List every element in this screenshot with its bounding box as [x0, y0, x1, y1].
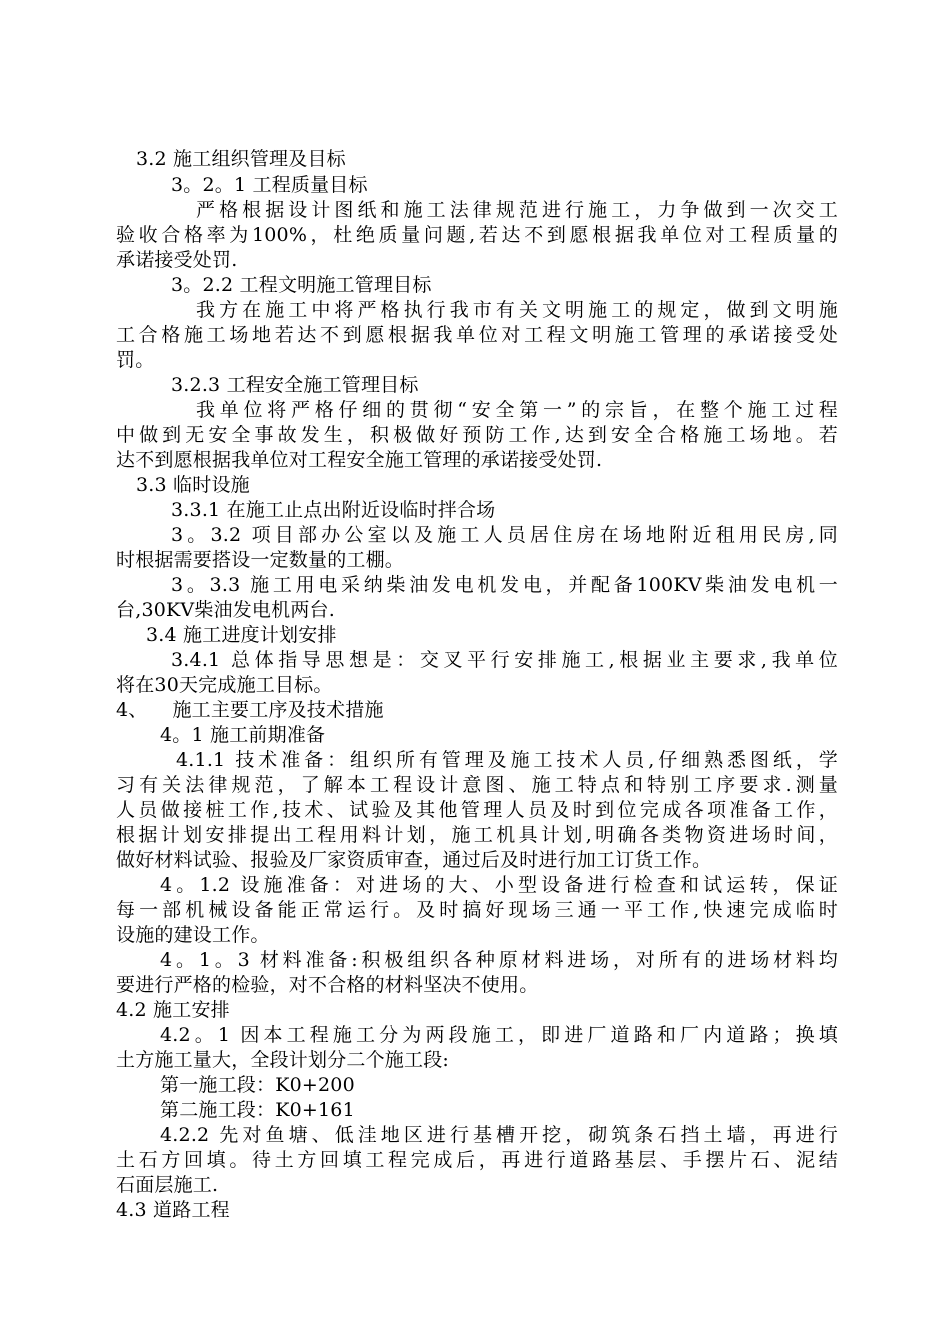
heading-4-1: 4。1 施工前期准备 — [160, 724, 326, 746]
paragraph-line: 承诺接受处罚. — [116, 249, 238, 271]
paragraph-line: 时根据需要搭设一定数量的工棚。 — [116, 549, 405, 571]
paragraph-line: 第二施工段：K0+161 — [160, 1099, 355, 1121]
paragraph-line: 4.1.1 技术准备：组织所有管理及施工技术人员,仔细熟悉图纸，学 — [176, 749, 838, 771]
paragraph-line: 习有关法律规范，了解本工程设计意图、施工特点和特别工序要求.测量 — [116, 774, 838, 796]
paragraph-line: 我单位将严格仔细的贯彻“安全第一”的宗旨，在整个施工过程 — [196, 399, 838, 421]
heading-3-3: 3.3 临时设施 — [136, 474, 250, 496]
paragraph-line: 3.4.1 总体指导思想是：交叉平行安排施工,根据业主要求,我单位 — [171, 649, 838, 671]
paragraph-line: 我方在施工中将严格执行我市有关文明施工的规定，做到文明施 — [196, 299, 838, 321]
paragraph-line: 4。1.2 设施准备：对进场的大、小型设备进行检查和试运转，保证 — [160, 874, 838, 896]
paragraph-line: 4。1。3 材料准备:积极组织各种原材料进场，对所有的进场材料均 — [160, 949, 838, 971]
heading-4: 4、 施工主要工序及技术措施 — [116, 699, 384, 721]
heading-4-3: 4.3 道路工程 — [116, 1199, 230, 1221]
paragraph-line: 4.2。1 因本工程施工分为两段施工，即进厂道路和厂内道路；换填 — [160, 1024, 838, 1046]
paragraph-line: 台,30KV柴油发电机两台. — [116, 599, 335, 621]
paragraph-line: 将在30天完成施工目标。 — [116, 674, 333, 696]
paragraph-line: 第一施工段：K0+200 — [160, 1074, 355, 1096]
paragraph-line: 做好材料试验、报验及厂家资质审查，通过后及时进行加工订货工作。 — [116, 849, 712, 871]
heading-3-2-3: 3.2.3 工程安全施工管理目标 — [171, 374, 419, 396]
heading-4-2: 4.2 施工安排 — [116, 999, 230, 1021]
paragraph-line: 罚。 — [116, 349, 155, 371]
paragraph-line: 每一部机械设备能正常运行。及时搞好现场三通一平工作,快速完成临时 — [116, 899, 838, 921]
paragraph-line: 4.2.2 先对鱼塘、低洼地区进行基槽开挖，砌筑条石挡土墙，再进行 — [160, 1124, 838, 1146]
paragraph-line: 3。3.3 施工用电采纳柴油发电机发电，并配备100KV柴油发电机一 — [171, 574, 838, 596]
paragraph-line: 工合格施工场地若达不到愿根据我单位对工程文明施工管理的承诺接受处 — [116, 324, 838, 346]
heading-3-2: 3.2 施工组织管理及目标 — [136, 148, 346, 170]
heading-3-2-1: 3。2。1 工程质量目标 — [171, 174, 368, 196]
paragraph-line: 验收合格率为100%，杜绝质量问题,若达不到愿根据我单位对工程质量的 — [116, 224, 838, 246]
paragraph-line: 人员做接桩工作,技术、试验及其他管理人员及时到位完成各项准备工作， — [116, 799, 838, 821]
paragraph-line: 达不到愿根据我单位对工程安全施工管理的承诺接受处罚. — [116, 449, 603, 471]
paragraph-line: 严格根据设计图纸和施工法律规范进行施工，力争做到一次交工 — [196, 199, 838, 221]
heading-3-4: 3.4 施工进度计划安排 — [146, 624, 337, 646]
paragraph-line: 土方施工量大，全段计划分二个施工段: — [116, 1049, 450, 1071]
paragraph-line: 中做到无安全事故发生，积极做好预防工作,达到安全合格施工场地。若 — [116, 424, 838, 446]
heading-3-2-2: 3。2.2 工程文明施工管理目标 — [171, 274, 432, 296]
paragraph-line: 要进行严格的检验，对不合格的材料坚决不使用。 — [116, 974, 539, 996]
paragraph-line: 土石方回填。待土方回填工程完成后，再进行道路基层、手摆片石、泥结 — [116, 1149, 838, 1171]
paragraph-line: 根据计划安排提出工程用料计划，施工机具计划,明确各类物资进场时间， — [116, 824, 838, 846]
paragraph-line: 设施的建设工作。 — [116, 924, 270, 946]
paragraph-line: 石面层施工. — [116, 1174, 219, 1196]
paragraph-line: 3。3.2 项目部办公室以及施工人员居住房在场地附近租用民房,同 — [171, 524, 838, 546]
paragraph-line: 3.3.1 在施工止点出附近设临时拌合场 — [171, 499, 496, 521]
